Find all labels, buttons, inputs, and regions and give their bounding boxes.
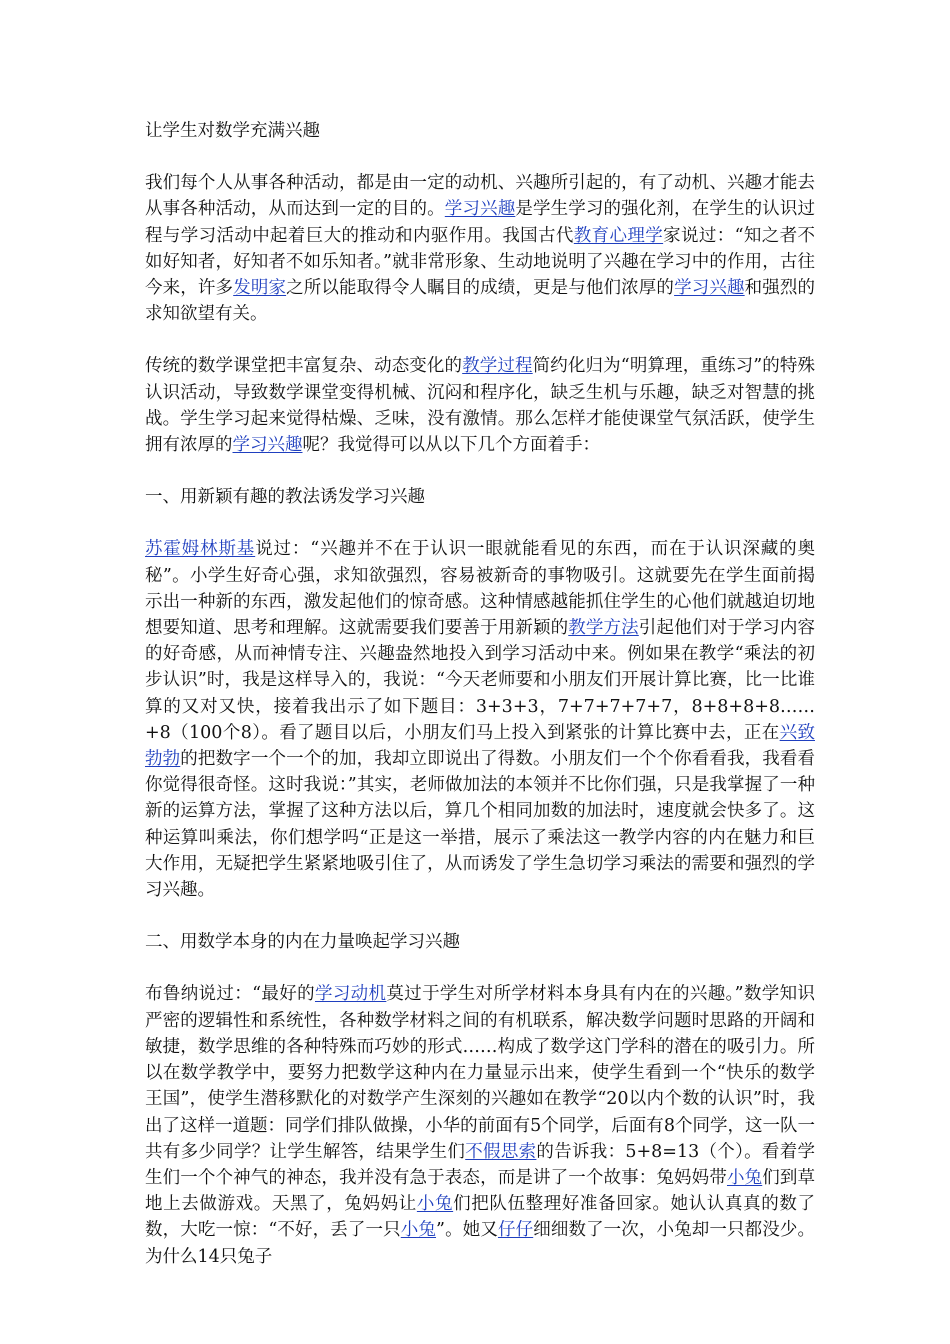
text-run: ”。她又 <box>436 1220 498 1241</box>
inline-link[interactable]: 学习动机 <box>314 984 387 1005</box>
section-heading-1 <box>145 484 815 510</box>
text-run: 说过：“兴趣并不在于认识一眼就能看见的东西，而在于认识深藏的奥秘”。小学生好奇心强，求知欲强烈，容易被新奇的事物吸引。这就要先在学生面前揭示出一种新的东西，激发起他们的惊奇感。这种情感越能抓住学生的心他们就越迫切地想要知道、思考和理解。这就需要我们要善于用新颖的 <box>145 539 816 639</box>
document-body <box>145 118 815 1296</box>
inline-link[interactable]: 教育心理学 <box>573 225 664 246</box>
inline-link[interactable]: 兴致勃勃 <box>145 722 815 770</box>
text-run: 莫过于学生对所学材料本身具有内在的兴趣。”数学知识严密的逻辑性和系统性，各种数学材料之间的有机联系，解决数学问题时思路的开阔和敏捷，数学思维的各种特殊而巧妙的形式……构成了数学这门学科的潜在的吸引力。所以在数学教学中，要努力把数学这种内在力量显示出来，使学生看到一个“快乐的数学王国”，使学生潜移默化的对数学产生深刻的兴趣如在教学“20以内个数的认识”时，我出了这样一道题：同学们排队做操，小华的前面有5个同学，后面有8个同学，这一队一共有多少同学？让学生解答，结果学生们 <box>145 984 815 1162</box>
text-run: 和强烈的求知欲望有关。 <box>145 278 816 325</box>
inline-link[interactable]: 教学方法 <box>568 618 639 639</box>
inline-link[interactable]: 小兔 <box>416 1194 454 1215</box>
text-run: 细细数了一次，小兔却一只都没少。为什么14只兔子 <box>145 1220 816 1267</box>
document-title: 让学生对数学充满兴趣 <box>145 121 320 141</box>
inline-link[interactable]: 学习兴趣 <box>444 199 516 220</box>
inline-link[interactable]: 发明家 <box>233 278 287 299</box>
text-run: 二、用数学本身的内在力量唤起学习兴趣 <box>145 932 460 953</box>
section-2-paragraph <box>145 981 815 1269</box>
text-run: 们把队伍整理好准备回家。她认认真真的数了数，大吃一惊：“不好，丢了一只 <box>145 1194 815 1241</box>
inline-link[interactable]: 小兔 <box>400 1220 437 1241</box>
text-run: 呢？我觉得可以从以下几个方面着手： <box>302 435 600 456</box>
text-run: 家说过：“知之者不如好知者，好知者不如乐知者。”就非常形象、生动地说明了兴趣在学习中的作用，古往今来，许多 <box>145 225 816 299</box>
section-heading-2 <box>145 929 815 955</box>
text-run: 传统的数学课堂把丰富复杂、动态变化的 <box>145 356 463 377</box>
text-run: 是学生学习的强化剂，在学生的认识过程与学习活动中起着巨大的推动和内驱作用。我国古代 <box>145 199 816 246</box>
inline-link[interactable]: 苏霍姆林斯基 <box>145 539 256 560</box>
text-run: 简约化归为“明算理，重练习”的特殊认识活动，导致数学课堂变得机械、沉闷和程序化，缺乏生机与乐趣，缺乏对智慧的挑战。学生学习起来觉得枯燥、乏味，没有激情。那么怎样才能使课堂气氛活跃，使学生拥有浓厚的 <box>145 356 815 456</box>
intro-paragraph <box>145 170 815 327</box>
document-blocks <box>145 170 815 1270</box>
inline-link[interactable]: 学习兴趣 <box>232 435 303 456</box>
inline-link[interactable]: 不假思索 <box>465 1141 537 1162</box>
inline-link[interactable]: 小兔 <box>726 1167 763 1188</box>
inline-link[interactable]: 教学过程 <box>462 356 533 377</box>
text-run: 的把数字一个一个的加，我却立即说出了得数。小朋友们一个个你看看我，我看看你觉得很奇怪。这时我说：”其实，老师做加法的本领并不比你们强，只是我掌握了一种新的运算方法，掌握了这种方法以后，算几个相同加数的加法时，速度就会快多了。这种运算叫乘法，你们想学吗“正是这一举措，展示了乘法这一教学内容的内在魅力和巨大作用，无疑把学生紧紧地吸引住了，从而诱发了学生急切学习乘法的需要和强烈的学习兴趣。 <box>145 749 816 901</box>
inline-link[interactable]: 仔仔 <box>497 1220 534 1241</box>
section-1-paragraph <box>145 536 815 903</box>
text-run: 引起他们对于学习内容的好奇感，从而神情专注、兴趣盎然地投入到学习活动中来。例如果在教学“乘法的初步认识”时，我是这样导入的，我说：“今天老师要和小朋友们开展计算比赛，比一比谁算的又对又快，接着我出示了如下题目：3+3+3，7+7+7+7+7，8+8+8+8……+8（100个8）。看了题目以后，小朋友们马上投入到紧张的计算比赛中去，正在 <box>145 618 816 743</box>
traditional-class-paragraph <box>145 353 815 458</box>
text-run: 我们每个人从事各种活动，都是由一定的动机、兴趣所引起的，有了动机、兴趣才能去从事各种活动，从而达到一定的目的。 <box>145 173 815 220</box>
text-run: 之所以能取得令人瞩目的成绩，更是与他们浓厚的 <box>286 278 675 299</box>
text-run: 的告诉我：5+8=13（个）。看着学生们一个个神气的神态，我并没有急于表态，而是讲了一个故事：兔妈妈带 <box>145 1141 816 1188</box>
text-run: 们到草地上去做游戏。天黑了，兔妈妈让 <box>145 1167 816 1215</box>
text-run: 布鲁纳说过：“最好的 <box>145 984 315 1005</box>
inline-link[interactable]: 学习兴趣 <box>674 278 745 299</box>
text-run: 一、用新颖有趣的教法诱发学习兴趣 <box>145 487 425 508</box>
